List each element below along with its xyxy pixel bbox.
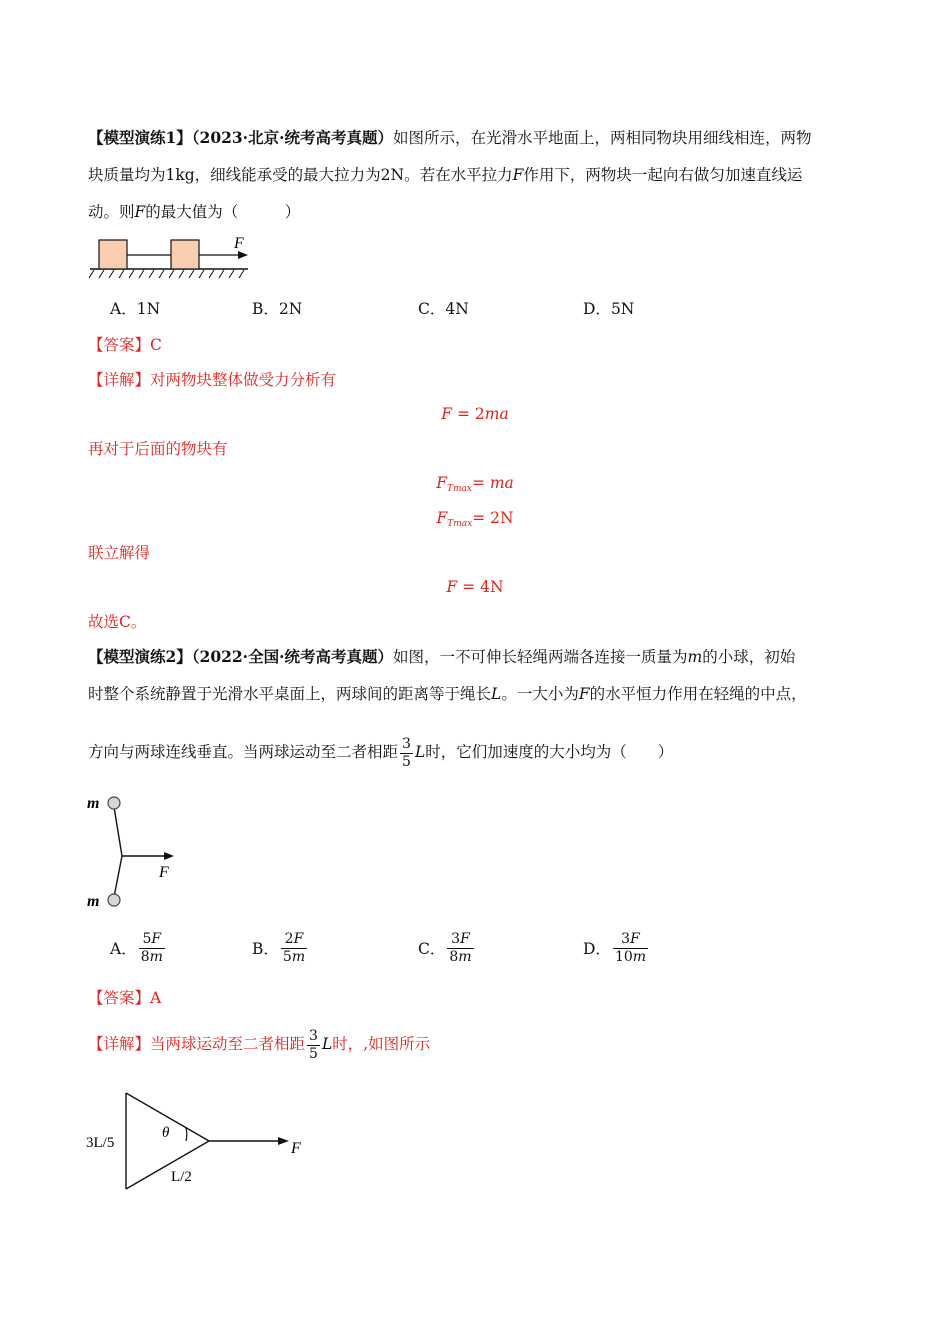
q1-line1: [88, 128, 812, 148]
q1-var-f: F: [512, 166, 524, 184]
q1-tag: 【模型演练1】: [88, 128, 192, 147]
q2-fraction: $\frac{3}{5}$: [402, 735, 411, 770]
triangle-bottom-side: [126, 1141, 209, 1189]
q2-source: （2022·全国·统考高考真题）: [191, 647, 393, 666]
force-label: F: [234, 235, 244, 252]
ball-top: [108, 797, 120, 809]
q2-figure-triangle: [84, 1088, 314, 1198]
angle-arc: [186, 1128, 187, 1141]
q1-answer: 【答案】C: [88, 336, 162, 354]
q2-option-d[interactable]: D． $\frac{3F}{10m}$: [583, 930, 647, 965]
q1-eq3: $F_{Tmax}= 2N$: [436, 509, 514, 529]
q1-detail-1: 【详解】对两物块整体做受力分析有: [88, 371, 337, 389]
q1-figure-blocks: [88, 230, 258, 280]
q2-option-a[interactable]: A． $\frac{5F}{8m}$: [110, 930, 163, 965]
q1-line3: [88, 202, 300, 222]
mass-label-top: m: [87, 795, 100, 812]
q2-figure-balls: [84, 790, 184, 915]
q1-option-d[interactable]: D．5N: [583, 300, 635, 318]
ball-bottom: [108, 894, 120, 906]
q1-text2b: 作用下，两物块一起向右做匀加速直线运: [523, 166, 803, 184]
mass-label-bottom: m: [87, 893, 100, 910]
force-label: F: [291, 1140, 301, 1157]
q1-eq2: $F_{Tmax}=$ ma: [436, 474, 514, 494]
bottom-side-label: L/2: [171, 1169, 192, 1185]
block-right: [171, 240, 199, 269]
ground-hatch: [89, 270, 244, 278]
q1-eq1: F = 2ma: [441, 405, 509, 423]
q1-var-f2: F: [134, 203, 146, 221]
q1-detail-3: 联立解得: [88, 544, 151, 562]
q2-detail: 【详解】当两球运动至二者相距 $\frac{3}{5}$ L时，,如图所示: [88, 1027, 431, 1062]
string-top: [114, 807, 122, 856]
string-bottom: [114, 856, 122, 897]
q1-text2a: 块质量均为1kg，细线能承受的最大拉力为2N。若在水平拉力: [88, 166, 513, 184]
q1-conclusion: 故选C。: [88, 613, 147, 631]
q2-option-c[interactable]: C． $\frac{3F}{8m}$: [418, 930, 472, 965]
q1-eq4: F = 4N: [446, 578, 504, 596]
q1-detail-2: 再对于后面的物块有: [88, 440, 228, 458]
q1-line2: [88, 165, 802, 185]
q1-option-b[interactable]: B．2N: [252, 300, 303, 318]
q1-text3b: 的最大值为（ ）: [145, 203, 301, 221]
force-label: F: [159, 864, 169, 881]
left-side-label: 3L/5: [86, 1135, 115, 1151]
q1-text1: 如图所示，在光滑水平地面上，两相同物块用细线相连，两物: [392, 129, 812, 147]
q2-line1: 【模型演练2】（2022·全国·统考高考真题）如图，一不可伸长轻绳两端各连接一质量为m的小球，初始: [88, 647, 796, 666]
theta-label: θ: [162, 1125, 170, 1141]
q1-option-c[interactable]: C．4N: [418, 300, 469, 318]
q2-tag: 【模型演练2】: [88, 647, 192, 666]
q2-line2: 时整个系统静置于光滑水平桌面上，两球间的距离等于绳长L。一大小为F的水平恒力作用在轻绳的中点，: [88, 685, 807, 703]
q2-answer: 【答案】A: [88, 989, 162, 1007]
q1-option-a[interactable]: A．1N: [110, 300, 161, 318]
q1-source: （2023·北京·统考高考真题）: [191, 128, 393, 147]
q2-option-b[interactable]: B． $\frac{2F}{5m}$: [252, 930, 306, 965]
q1-text3a: 动。则: [88, 203, 135, 221]
block-left: [99, 240, 127, 269]
q2-line3: 方向与两球连线垂直。当两球运动至二者相距 $\frac{3}{5}$ L时，它们加速度的大小均为（ ）: [88, 735, 674, 770]
